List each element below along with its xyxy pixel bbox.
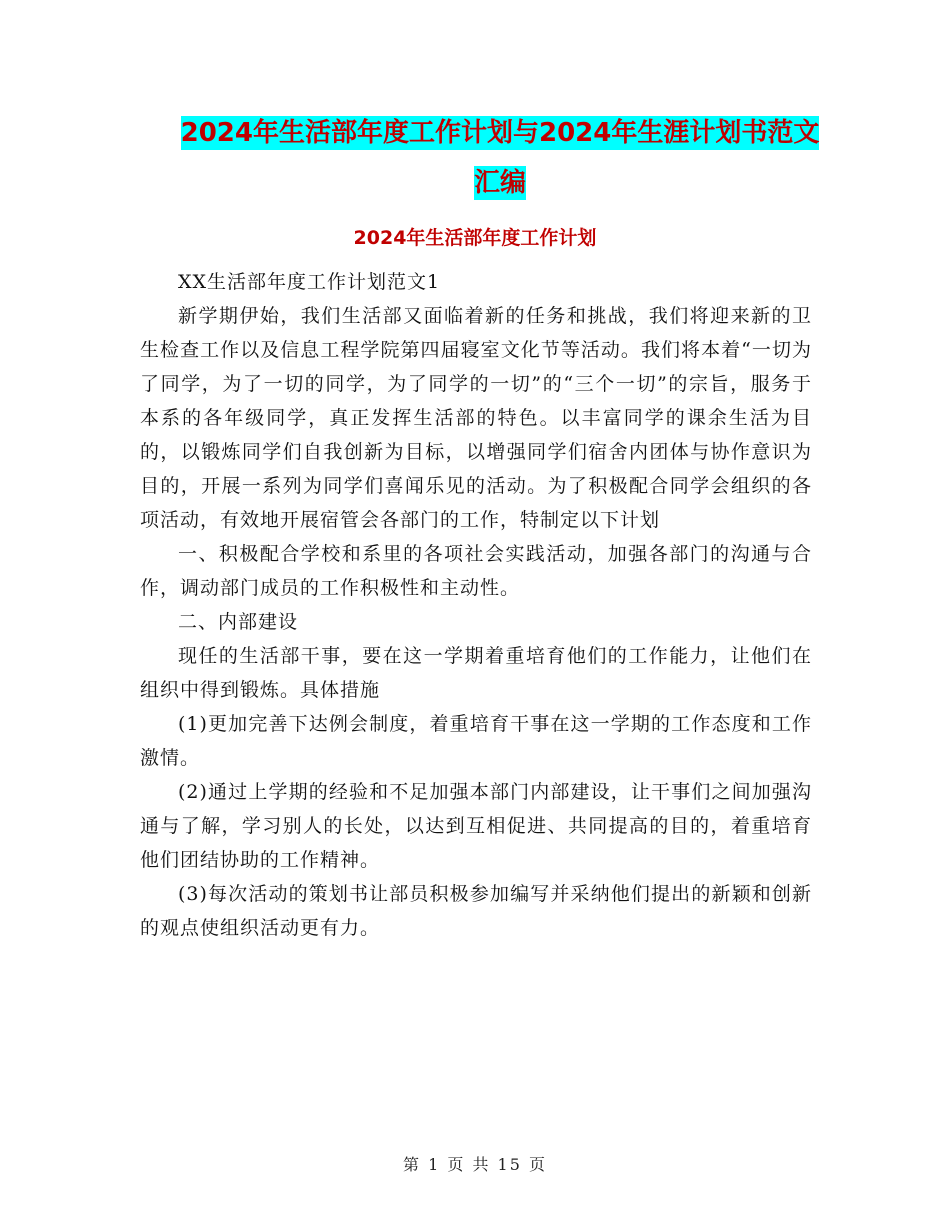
- paragraph: 现任的生活部干事，要在这一学期着重培育他们的工作能力，让他们在组织中得到锻炼。具体措施: [140, 645, 812, 701]
- paragraph-subtitle: XX生活部年度工作计划范文1: [178, 271, 441, 293]
- document-title: [140, 108, 860, 208]
- paragraph-heading: 二、内部建设: [178, 611, 299, 633]
- paragraph: 一、积极配合学校和系里的各项社会实践活动，加强各部门的沟通与合作，调动部门成员的工作积极性和主动性。: [140, 543, 812, 599]
- list-item: (1)更加完善下达例会制度，着重培育干事在这一学期的工作态度和工作激情。: [140, 713, 812, 769]
- document-body: [140, 265, 812, 945]
- list-item: (2)通过上学期的经验和不足加强本部门内部建设，让干事们之间加强沟通与了解，学习别人的长处，以达到互相促进、共同提高的目的，着重培育他们团结协助的工作精神。: [140, 781, 812, 871]
- page-number-footer: 第 1 页 共 15 页: [403, 1155, 547, 1174]
- document-title-line1: 2024年生活部年度工作计划与2024年生涯计划书范文: [180, 118, 820, 148]
- paragraph: 新学期伊始，我们生活部又面临着新的任务和挑战，我们将迎来新的卫生检查工作以及信息工程学院第四届寝室文化节等活动。我们将本着“一切为了同学，为了一切的同学，为了同学的一切”的“三个一切”的宗旨，服务于本系的各年级同学，真正发挥生活部的特色。以丰富同学的课余生活为目的，以锻炼同学们自我创新为目标，以增强同学们宿舍内团体与协作意识为目的，开展一系列为同学们喜闻乐见的活动。为了积极配合同学会组织的各项活动，有效地开展宿管会各部门的工作，特制定以下计划: [140, 305, 812, 531]
- document-title-line2: 汇编: [473, 168, 526, 198]
- list-item: (3)每次活动的策划书让部员积极参加编写并采纳他们提出的新颖和创新的观点使组织活动更有力。: [140, 883, 812, 939]
- section-title: 2024年生活部年度工作计划: [353, 227, 597, 249]
